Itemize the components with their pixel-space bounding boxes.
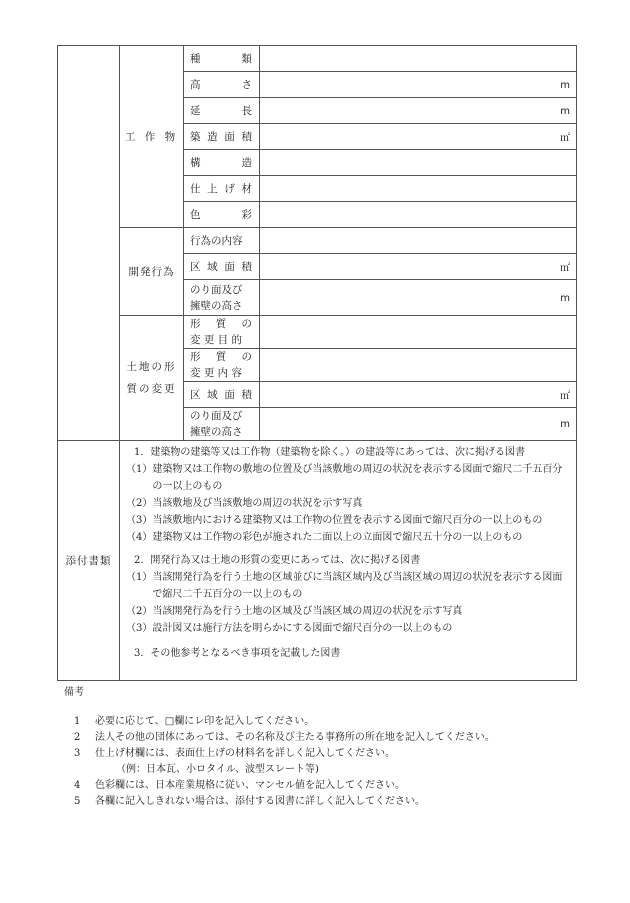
label-change-content: 形 質 の 変 更 内 容 xyxy=(184,349,260,382)
field-change-purpose[interactable] xyxy=(260,316,577,349)
label-action-content: 行為の内容 xyxy=(184,228,260,254)
field-slope-wall-height[interactable] xyxy=(260,280,577,316)
label-slope-wall-height: のり面及び 擁壁の高さ xyxy=(184,280,260,316)
field-construction[interactable] xyxy=(260,150,577,176)
attachment-item: （2） 当該開発行為を行う土地の区域及び当該区域の周辺の状況を示す写真 xyxy=(126,606,463,617)
land-change-category: 土地の形 質の変更 xyxy=(120,316,184,441)
field-action-content[interactable] xyxy=(260,228,577,254)
form-table xyxy=(57,45,577,681)
development-category: 開発行為 xyxy=(120,228,184,316)
field-type[interactable] xyxy=(260,46,577,72)
attachments-label: 添付書類 xyxy=(58,441,120,681)
note-item: 4 色彩欄には、日本産業規格に従い、マンセル値を記入してください。 xyxy=(74,780,405,791)
label-building-area: 築 造 面 積 xyxy=(184,124,260,150)
attachment-item: （3） 設計図又は施行方法を明らかにする図面で縮尺百分の一以上のもの xyxy=(126,623,453,634)
application-form xyxy=(57,45,576,678)
note-item: 5 各欄に記入しきれない場合は、添付する図書に詳しく記入してください。 xyxy=(74,796,425,807)
attachments-heading-2: 2．開発行為又は土地の形質の変更にあっては、次に掲げる図書 xyxy=(134,555,421,566)
note-item: 1 必要に応じて、□欄にレ印を記入してください。 xyxy=(74,716,315,727)
attachment-item: （1） 建築物又は工作物の敷地の位置及び当該敷地の周辺の状況を表示する図面で縮尺二千五百分の一以上のもの xyxy=(126,464,563,492)
field-change-content[interactable] xyxy=(260,349,577,382)
label-type xyxy=(184,46,260,72)
attachment-item: （1） 当該開発行為を行う土地の区域並びに当該区域内及び当該区域の周辺の状況を表示する図面で縮尺二千五百分の一以上のもの xyxy=(126,572,563,600)
notes-title: 備考 xyxy=(64,687,84,698)
unit-m2: ㎡ xyxy=(560,263,570,274)
label-length: 延 長 xyxy=(184,98,260,124)
unit-m2: ㎡ xyxy=(560,133,570,144)
field-finish-material[interactable] xyxy=(260,176,577,202)
structure-category: 工 作 物 xyxy=(120,46,184,228)
field-length[interactable] xyxy=(260,98,577,124)
attachments-heading-1: 1．建築物の建築等又は工作物（建築物を除く。）の建設等にあっては、次に掲げる図書 xyxy=(134,447,526,458)
unit-m: m xyxy=(560,105,570,117)
label-area: 区 域 面 積 xyxy=(184,254,260,280)
unit-m: m xyxy=(560,419,570,430)
field-color[interactable] xyxy=(260,202,577,228)
label-change-purpose: 形 質 の 変 更 目 的 xyxy=(184,316,260,349)
field-land-area[interactable] xyxy=(260,382,577,408)
label-construction: 構 造 xyxy=(184,150,260,176)
attachment-item: （3） 当該敷地内における建築物又は工作物の位置を表示する図面で縮尺百分の一以上のもの xyxy=(126,515,543,526)
label-land-area: 区 域 面 積 xyxy=(184,382,260,408)
unit-m: m xyxy=(560,292,570,304)
note-item: 3 仕上げ材欄には、表面仕上げの材料名を詳しく記入してください。 xyxy=(74,748,395,759)
label-land-slope-wall-height: のり面及び 擁壁の高さ xyxy=(184,408,260,441)
label-finish-material: 仕 上 げ 材 xyxy=(184,176,260,202)
attachments-heading-3: 3．その他参考となるべき事項を記載した図書 xyxy=(134,648,341,659)
field-area[interactable] xyxy=(260,254,577,280)
unit-m2: ㎡ xyxy=(560,391,570,402)
note-example: （例：日本瓦、小ロタイル、波型スレート等) xyxy=(116,764,319,775)
label-color: 色 彩 xyxy=(184,202,260,228)
unit-m: m xyxy=(560,79,570,91)
field-building-area[interactable] xyxy=(260,124,577,150)
field-land-slope-wall-height[interactable] xyxy=(260,408,577,441)
note-item: 2 法人その他の団体にあっては、その名称及び主たる事務所の所在地を記入してください。 xyxy=(74,732,495,743)
field-height[interactable] xyxy=(260,72,577,98)
attachment-item: （4） 建築物又は工作物の彩色が施された二面以上の立面図で縮尺五十分の一以上のもの xyxy=(126,532,523,543)
blank-left-column xyxy=(58,46,120,441)
attachment-item: （2） 当該敷地及び当該敷地の周辺の状況を示す写真 xyxy=(126,498,363,509)
notes-section xyxy=(64,685,584,810)
label-height: 高 さ xyxy=(184,72,260,98)
label-text: 種 類 xyxy=(190,52,252,65)
attachments-content xyxy=(120,441,577,681)
